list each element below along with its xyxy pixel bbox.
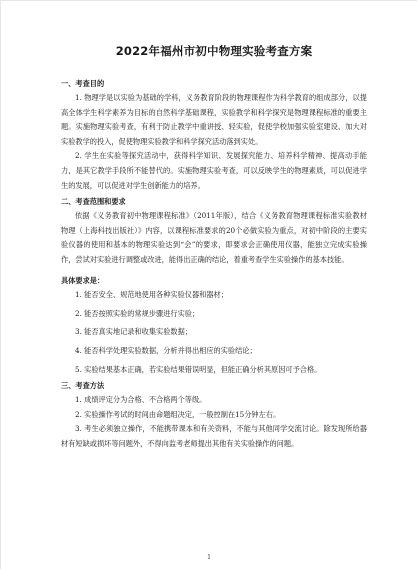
section-heading: 一、考查目的 xyxy=(61,79,105,88)
section-purpose xyxy=(61,79,367,193)
list-item: 2. 实验操作考试的时间由命题组决定，一般控制在15分钟左右。 xyxy=(75,409,281,419)
section-heading: 二、考查范围和要求 xyxy=(61,197,126,207)
section-heading: 三、考查方法 xyxy=(61,381,105,391)
section-method xyxy=(61,381,367,451)
list-item: 5. 实验结果基本正确，若实验结果错误明显，但能正确分析其原因可予合格。 xyxy=(75,364,322,374)
subheading: 具体要求是： xyxy=(61,275,105,285)
list-item: 1. 能否安全、规范地使用各种实验仪器和器材； xyxy=(75,290,228,300)
list-item: 3. 能否真实地记录和收集实验数据； xyxy=(75,327,192,337)
document-title: 2022年福州市初中物理实验考查方案 xyxy=(115,44,313,58)
list-item: 2. 能否按照实验的常规步骤进行实验； xyxy=(75,308,200,318)
list-item: 1. 成绩评定分为合格、不合格两个等级。 xyxy=(75,395,207,405)
page-number: 1 xyxy=(207,554,211,561)
paragraph: 依据《义务教育初中物理课程标准》（2011年版），结合《义务教育物理课程标准实验教材 物理（上海科技出版社）》内容，以课程标准要求的20个必做实验为重点，对初中阶段的主要实验仪器的使用和基本的物理实验达到“会”的要求，即要求会正确使用仪器，能独立完成实验操作，尝试对实验进行调整或改进，能得出正确的结论，着重考查学生实验操作的基本技能。 xyxy=(61,211,367,264)
section-scope xyxy=(61,197,367,377)
list-item: 4. 能否科学处理实验数据，分析并得出相应的实验结论； xyxy=(75,345,257,355)
paragraph: 1. 物理学是以实验为基础的学科，义务教育阶段的物理课程作为科学教育的组成部分，以提高全体学生科学素养为目标的自然科学基础课程，实验教学和科学探究是物理课程标准的重要主题。实施物理实验考查，有利于防止教学中重讲授、轻实验，促使学校加强实验室建设、加大对实验教学的投入，促使物理实验教学和科学探究活动落到实处。 xyxy=(61,93,367,146)
list-item: 3. 考生必须独立操作，不能携带课本和有关资料，不能与其他同学交流讨论。除发现所给器材有短缺或损坏等问题外，不得向监考老师提出其他有关实验操作的问题。 xyxy=(61,424,367,448)
paragraph: 2. 学生在实验等探究活动中，获得科学知识、发展探究能力、培养科学精神、提高动手能力，是其它教学手段所不能替代的。实施物理实验考查，可以反映学生的物理素质，可以促进学生的发展，可以促进对学生创新能力的培养。 xyxy=(61,151,367,190)
